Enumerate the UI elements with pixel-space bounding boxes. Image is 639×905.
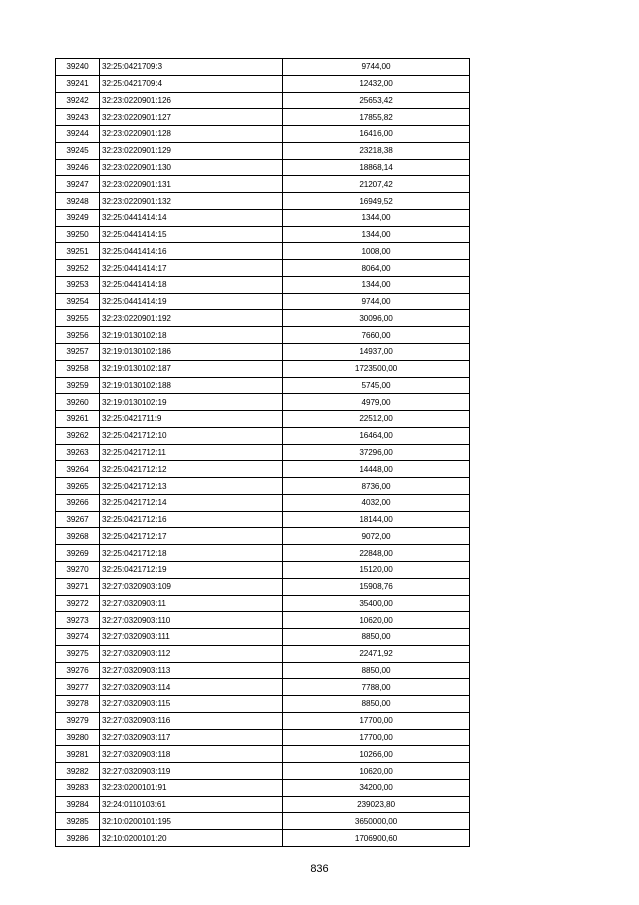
row-index-cell: 39273 — [56, 612, 100, 629]
row-index-cell: 39245 — [56, 142, 100, 159]
value-cell: 16949,52 — [283, 193, 470, 210]
cadastral-number-cell: 32:19:0130102:19 — [100, 394, 283, 411]
table-row — [56, 226, 470, 243]
table-row — [56, 394, 470, 411]
value-cell: 8736,00 — [283, 478, 470, 495]
row-index-cell: 39272 — [56, 595, 100, 612]
row-index-cell: 39263 — [56, 444, 100, 461]
cadastral-number-cell: 32:25:0421712:17 — [100, 528, 283, 545]
cadastral-number-cell: 32:25:0421712:12 — [100, 461, 283, 478]
row-index-cell: 39259 — [56, 377, 100, 394]
value-cell: 23218,38 — [283, 142, 470, 159]
value-cell: 8850,00 — [283, 662, 470, 679]
row-index-cell: 39270 — [56, 561, 100, 578]
row-index-cell: 39268 — [56, 528, 100, 545]
value-cell: 1344,00 — [283, 209, 470, 226]
cadastral-number-cell: 32:25:0421709:4 — [100, 75, 283, 92]
row-index-cell: 39262 — [56, 427, 100, 444]
table-row — [56, 260, 470, 277]
table-row — [56, 612, 470, 629]
cadastral-number-cell: 32:25:0441414:16 — [100, 243, 283, 260]
table-row — [56, 243, 470, 260]
cadastral-number-cell: 32:27:0320903:112 — [100, 645, 283, 662]
table-row — [56, 545, 470, 562]
value-cell: 22848,00 — [283, 545, 470, 562]
value-cell: 10266,00 — [283, 746, 470, 763]
row-index-cell: 39261 — [56, 411, 100, 428]
cadastral-number-cell: 32:25:0421712:16 — [100, 511, 283, 528]
value-cell: 9744,00 — [283, 59, 470, 76]
table-row — [56, 276, 470, 293]
value-cell: 16416,00 — [283, 126, 470, 143]
cadastral-number-cell: 32:27:0320903:110 — [100, 612, 283, 629]
cadastral-number-cell: 32:27:0320903:11 — [100, 595, 283, 612]
row-index-cell: 39266 — [56, 494, 100, 511]
row-index-cell: 39257 — [56, 344, 100, 361]
cadastral-number-cell: 32:25:0421712:14 — [100, 494, 283, 511]
cadastral-number-cell: 32:19:0130102:186 — [100, 344, 283, 361]
cadastral-number-cell: 32:25:0421712:19 — [100, 561, 283, 578]
value-cell: 35400,00 — [283, 595, 470, 612]
cadastral-number-cell: 32:19:0130102:188 — [100, 377, 283, 394]
value-cell: 30096,00 — [283, 310, 470, 327]
table-row — [56, 629, 470, 646]
table-row — [56, 830, 470, 847]
cadastral-number-cell: 32:23:0220901:132 — [100, 193, 283, 210]
row-index-cell: 39241 — [56, 75, 100, 92]
table-row — [56, 478, 470, 495]
value-cell: 1706900,60 — [283, 830, 470, 847]
value-cell: 37296,00 — [283, 444, 470, 461]
table-row — [56, 494, 470, 511]
value-cell: 1344,00 — [283, 276, 470, 293]
cadastral-number-cell: 32:10:0200101:20 — [100, 830, 283, 847]
value-cell: 8850,00 — [283, 696, 470, 713]
value-cell: 7660,00 — [283, 327, 470, 344]
table-row — [56, 310, 470, 327]
cadastral-number-cell: 32:25:0421712:11 — [100, 444, 283, 461]
value-cell: 7788,00 — [283, 679, 470, 696]
row-index-cell: 39275 — [56, 645, 100, 662]
cadastral-number-cell: 32:25:0421712:18 — [100, 545, 283, 562]
value-cell: 14937,00 — [283, 344, 470, 361]
value-cell: 5745,00 — [283, 377, 470, 394]
row-index-cell: 39281 — [56, 746, 100, 763]
table-row — [56, 92, 470, 109]
cadastral-number-cell: 32:25:0421711:9 — [100, 411, 283, 428]
cadastral-number-cell: 32:24:0110103:61 — [100, 796, 283, 813]
row-index-cell: 39264 — [56, 461, 100, 478]
table-row — [56, 444, 470, 461]
table-row — [56, 645, 470, 662]
table-row — [56, 662, 470, 679]
cadastral-number-cell: 32:19:0130102:187 — [100, 360, 283, 377]
table-row — [56, 142, 470, 159]
value-cell: 9072,00 — [283, 528, 470, 545]
value-cell: 25653,42 — [283, 92, 470, 109]
row-index-cell: 39277 — [56, 679, 100, 696]
row-index-cell: 39246 — [56, 159, 100, 176]
row-index-cell: 39267 — [56, 511, 100, 528]
cadastral-number-cell: 32:23:0220901:131 — [100, 176, 283, 193]
table-row — [56, 377, 470, 394]
value-cell: 16464,00 — [283, 427, 470, 444]
table-row — [56, 427, 470, 444]
value-cell: 14448,00 — [283, 461, 470, 478]
cadastral-number-cell: 32:25:0441414:15 — [100, 226, 283, 243]
page-number: 836 — [310, 863, 329, 875]
row-index-cell: 39253 — [56, 276, 100, 293]
cadastral-number-cell: 32:23:0220901:126 — [100, 92, 283, 109]
row-index-cell: 39260 — [56, 394, 100, 411]
row-index-cell: 39251 — [56, 243, 100, 260]
table-row — [56, 595, 470, 612]
value-cell: 1723500,00 — [283, 360, 470, 377]
table-row — [56, 729, 470, 746]
row-index-cell: 39274 — [56, 629, 100, 646]
table-row — [56, 126, 470, 143]
cadastral-number-cell: 32:19:0130102:18 — [100, 327, 283, 344]
row-index-cell: 39247 — [56, 176, 100, 193]
table-row — [56, 578, 470, 595]
table-row — [56, 746, 470, 763]
value-cell: 9744,00 — [283, 293, 470, 310]
value-cell: 17855,82 — [283, 109, 470, 126]
row-index-cell: 39280 — [56, 729, 100, 746]
value-cell: 34200,00 — [283, 779, 470, 796]
table-body — [56, 59, 470, 847]
row-index-cell: 39244 — [56, 126, 100, 143]
table-row — [56, 360, 470, 377]
cadastral-number-cell: 32:27:0320903:115 — [100, 696, 283, 713]
row-index-cell: 39255 — [56, 310, 100, 327]
value-cell: 22512,00 — [283, 411, 470, 428]
value-cell: 1344,00 — [283, 226, 470, 243]
row-index-cell: 39250 — [56, 226, 100, 243]
cadastral-number-cell: 32:25:0441414:17 — [100, 260, 283, 277]
row-index-cell: 39248 — [56, 193, 100, 210]
table-row — [56, 344, 470, 361]
table-row — [56, 561, 470, 578]
table-row — [56, 679, 470, 696]
cadastral-number-cell: 32:23:0220901:130 — [100, 159, 283, 176]
row-index-cell: 39258 — [56, 360, 100, 377]
table-row — [56, 159, 470, 176]
row-index-cell: 39286 — [56, 830, 100, 847]
cadastral-number-cell: 32:25:0421712:13 — [100, 478, 283, 495]
row-index-cell: 39285 — [56, 813, 100, 830]
row-index-cell: 39283 — [56, 779, 100, 796]
row-index-cell: 39249 — [56, 209, 100, 226]
table-row — [56, 75, 470, 92]
cadastral-number-cell: 32:23:0220901:192 — [100, 310, 283, 327]
cadastral-number-cell: 32:23:0220901:128 — [100, 126, 283, 143]
table-row — [56, 209, 470, 226]
row-index-cell: 39271 — [56, 578, 100, 595]
value-cell: 18144,00 — [283, 511, 470, 528]
cadastral-number-cell: 32:23:0220901:129 — [100, 142, 283, 159]
table-row — [56, 796, 470, 813]
value-cell: 18868,14 — [283, 159, 470, 176]
cadastral-number-cell: 32:25:0441414:18 — [100, 276, 283, 293]
table-row — [56, 193, 470, 210]
cadastral-number-cell: 32:25:0441414:14 — [100, 209, 283, 226]
table-row — [56, 712, 470, 729]
row-index-cell: 39265 — [56, 478, 100, 495]
table-row — [56, 511, 470, 528]
cadastral-number-cell: 32:10:0200101:195 — [100, 813, 283, 830]
row-index-cell: 39284 — [56, 796, 100, 813]
table-row — [56, 763, 470, 780]
value-cell: 4979,00 — [283, 394, 470, 411]
value-cell: 239023,80 — [283, 796, 470, 813]
table-row — [56, 696, 470, 713]
value-cell: 8064,00 — [283, 260, 470, 277]
row-index-cell: 39256 — [56, 327, 100, 344]
row-index-cell: 39278 — [56, 696, 100, 713]
value-cell: 10620,00 — [283, 763, 470, 780]
value-cell: 17700,00 — [283, 729, 470, 746]
value-cell: 15120,00 — [283, 561, 470, 578]
table-row — [56, 327, 470, 344]
row-index-cell: 39240 — [56, 59, 100, 76]
row-index-cell: 39252 — [56, 260, 100, 277]
value-cell: 4032,00 — [283, 494, 470, 511]
cadastral-number-cell: 32:27:0320903:111 — [100, 629, 283, 646]
cadastral-number-cell: 32:25:0441414:19 — [100, 293, 283, 310]
table-row — [56, 461, 470, 478]
row-index-cell: 39269 — [56, 545, 100, 562]
cadastral-number-cell: 32:25:0421709:3 — [100, 59, 283, 76]
row-index-cell: 39279 — [56, 712, 100, 729]
cadastral-number-cell: 32:27:0320903:116 — [100, 712, 283, 729]
cadastral-number-cell: 32:23:0220901:127 — [100, 109, 283, 126]
cadastral-number-cell: 32:27:0320903:117 — [100, 729, 283, 746]
value-cell: 17700,00 — [283, 712, 470, 729]
cadastral-number-cell: 32:25:0421712:10 — [100, 427, 283, 444]
table-row — [56, 813, 470, 830]
row-index-cell: 39282 — [56, 763, 100, 780]
value-cell: 15908,76 — [283, 578, 470, 595]
table-row — [56, 411, 470, 428]
table-row — [56, 779, 470, 796]
table-row — [56, 293, 470, 310]
value-cell: 8850,00 — [283, 629, 470, 646]
cadastral-number-cell: 32:27:0320903:113 — [100, 662, 283, 679]
value-cell: 21207,42 — [283, 176, 470, 193]
cadastral-value-table — [55, 58, 470, 847]
row-index-cell: 39276 — [56, 662, 100, 679]
cadastral-number-cell: 32:27:0320903:118 — [100, 746, 283, 763]
table-row — [56, 528, 470, 545]
value-cell: 1008,00 — [283, 243, 470, 260]
row-index-cell: 39242 — [56, 92, 100, 109]
table-row — [56, 109, 470, 126]
table-row — [56, 176, 470, 193]
table-row — [56, 59, 470, 76]
cadastral-number-cell: 32:27:0320903:109 — [100, 578, 283, 595]
cadastral-number-cell: 32:27:0320903:114 — [100, 679, 283, 696]
cadastral-number-cell: 32:23:0200101:91 — [100, 779, 283, 796]
row-index-cell: 39243 — [56, 109, 100, 126]
row-index-cell: 39254 — [56, 293, 100, 310]
value-cell: 12432,00 — [283, 75, 470, 92]
cadastral-number-cell: 32:27:0320903:119 — [100, 763, 283, 780]
value-cell: 3650000,00 — [283, 813, 470, 830]
value-cell: 10620,00 — [283, 612, 470, 629]
value-cell: 22471,92 — [283, 645, 470, 662]
